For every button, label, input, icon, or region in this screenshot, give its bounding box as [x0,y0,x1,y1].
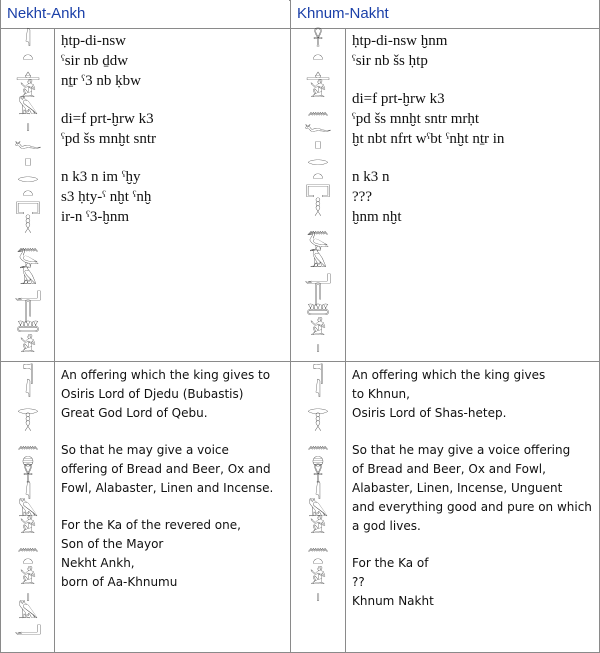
hieroglyph-icon: 𓀀 [309,516,327,538]
hieroglyph-icon: 𓀀 [19,516,37,538]
translation-line: Khnum Nakht [352,594,434,608]
hieroglyph-icon: 𓎛 [24,216,32,238]
hieroglyph-icon: 𓈖 [17,533,39,555]
translation-block [61,366,287,592]
translation-line: and everything good and pure on which [352,500,592,514]
hieroglyph-icon: 𓂝 [14,284,42,306]
hieroglyph-icon: 𓅓 [17,97,39,119]
hieroglyph-icon: 𓆑 [304,114,332,136]
paragraph-gap [352,71,596,89]
hieroglyph-icon: 𓇋 [24,29,32,51]
hieroglyph-column [8,363,48,640]
hieroglyph-icon: 𓏤 [26,114,30,136]
translation-line: For the Ka of the revered one, [61,518,241,532]
translation-line: An offering which the king gives [352,368,546,382]
hieroglyph-icon: 𓇋 [24,380,32,402]
hieroglyph-icon: 𓅭 [16,250,40,272]
hieroglyph-icon: 𓎛 [314,199,322,221]
hieroglyph-icon: 𓈖 [307,431,329,453]
transliteration-line: ??? [352,189,372,205]
hieroglyph-icon: 𓂋 [307,397,329,419]
hieroglyph-icon: 𓊵 [15,63,41,85]
hieroglyph-icon: 𓅓 [17,499,39,521]
hieroglyph-icon: 𓄿 [309,250,327,272]
transliteration-block [352,31,596,227]
hieroglyph-icon: 𓏤 [26,584,30,606]
hieroglyph-icon: 𓈖 [307,97,329,119]
paragraph-gap [352,536,596,554]
hieroglyph-icon: 𓀀 [309,567,327,589]
translation-line: Osiris Lord of Djedu (Bubastis) [61,387,244,401]
hieroglyph-icon: 𓆑 [14,131,42,153]
hieroglyph-icon: 𓅓 [17,601,39,623]
transliteration-line: ḫt nbt nfrt wˁbt ˁnḫt nṯr in [352,131,505,147]
hieroglyph-icon: 𓈖 [17,431,39,453]
hieroglyph-icon: 𓆷 [16,318,40,340]
translation-line: of Bread and Beer, Ox and Fowl, [352,462,546,476]
paragraph-gap [352,423,596,441]
hieroglyph-icon: 𓎛 [24,414,32,436]
hieroglyph-icon: 𓂝 [304,267,332,289]
transliteration-line: ḥtp-di-nsw [61,33,126,49]
translation-line: Fowl, Alabaster, Linen and Incense. [61,481,274,495]
transliteration-line: di=f prt-ḫrw k3 [352,91,445,107]
paragraph-gap [61,149,286,167]
paragraph-gap [61,91,286,109]
transliteration-line: nṯr ˁ3 nb ḳbw [61,73,141,89]
hieroglyph-icon: 𓋴 [314,284,322,306]
translation-line: offering of Bread and Beer, Ox and [61,462,271,476]
hieroglyph-icon: 𓊹 [22,363,34,385]
translation-line: Great God Lord of Qebu. [61,406,208,420]
hieroglyph-icon: 𓊵 [305,63,331,85]
hieroglyph-icon: 𓉐 [15,199,41,221]
column-divider [290,0,291,653]
translation-line: Son of the Mayor [61,537,164,551]
transliteration-line: ˁsir nb ḏdw [61,53,129,69]
hieroglyph-icon: 𓏤 [316,335,320,357]
hieroglyph-icon: 𓂋 [307,148,329,170]
translation-line: a god lives. [352,519,421,533]
hieroglyph-icon: 𓇋 [314,380,322,402]
hieroglyph-icon: 𓂋 [17,397,39,419]
hieroglyph-icon: 𓏏 [22,182,34,204]
translation-line: So that he may give a voice offering [352,443,571,457]
paragraph-gap [352,149,596,167]
hieroglyph-icon: 𓀀 [19,335,37,357]
translation-line: An offering which the king gives to [61,368,271,382]
hieroglyph-icon: 𓐍 [21,448,35,470]
transliteration-block [61,31,286,227]
hieroglyph-icon: 𓋹 [22,465,34,487]
hieroglyph-icon: 𓄿 [19,267,37,289]
transliteration-line: ˁsir nb šs ḥtp [352,53,428,69]
transliteration-line: ḥtp-di-nsw ḫnm [352,33,448,49]
paragraph-gap [61,498,287,516]
transliteration-line: ˁpd šs mnḫt sntr mrḥt [352,111,480,127]
translation-line: Osiris Lord of Shas-hetep. [352,406,507,420]
hieroglyph-icon: 𓎛 [314,414,322,436]
hieroglyph-icon: 𓏏 [312,165,324,187]
transliteration-line: ḫnm nḫt [352,209,402,225]
hieroglyph-icon: 𓂋 [17,165,39,187]
hieroglyph-icon: 𓀀 [309,318,327,340]
translation-line: So that he may give a voice [61,443,229,457]
hieroglyph-icon: 𓀀 [19,567,37,589]
hieroglyph-icon: 𓀀 [309,80,327,102]
hieroglyph-icon: 𓈖 [307,216,329,238]
translation-line: born of Aa-Khnumu [61,575,178,589]
row-divider-left [0,361,290,362]
translation-line: to Khnun, [352,387,410,401]
hieroglyph-icon: 𓅓 [307,499,329,521]
column-header-right: Khnum-Nakht [291,0,599,28]
hieroglyph-icon: 𓆷 [306,301,330,323]
header-divider [0,28,600,29]
transliteration-line: ˁpd šs mnḫt sntr [61,131,156,147]
hieroglyph-icon: 𓉐 [305,182,331,204]
hieroglyph-icon: 𓏏 [22,550,34,572]
glyph-divider-left [54,28,55,653]
translation-line: ?? [352,575,365,589]
translation-line: Nekht Ankh, [61,556,135,570]
transliteration-line: s3 ḥty-ˁ nḫt ˁnḫ [61,189,152,205]
translation-line: For the Ka of [352,556,429,570]
transliteration-line: n k3 n [352,169,390,185]
hieroglyph-icon: 𓇋 [314,482,322,504]
hieroglyph-column [298,29,338,357]
hieroglyph-icon: 𓐍 [311,448,325,470]
hieroglyph-icon: 𓅭 [306,233,330,255]
hieroglyph-icon: 𓋹 [312,29,324,51]
hieroglyph-icon: 𓏏 [312,550,324,572]
hieroglyph-icon: 𓊪 [314,131,322,153]
hieroglyph-icon: 𓊪 [24,148,32,170]
hieroglyph-icon: 𓂝 [14,618,42,640]
translation-line: Alabaster, Linen, Incense, Unguent [352,481,563,495]
hieroglyph-icon: 𓈖 [307,533,329,555]
row-divider-right [290,361,600,362]
hieroglyph-icon: 𓇋 [24,482,32,504]
paragraph-gap [61,423,287,441]
column-header-left: Nekht-Ankh [1,0,289,28]
hieroglyph-column [8,29,48,357]
hieroglyph-icon: 𓏏 [22,46,34,68]
hieroglyph-column [298,363,338,606]
transliteration-line: ir-n ˁ3-ḫnm [61,209,129,225]
translation-block [352,366,596,611]
transliteration-line: n k3 n im ˁḫy [61,169,141,185]
hieroglyph-icon: 𓏤 [316,584,320,606]
glyph-divider-right [345,28,346,653]
hieroglyph-icon: 𓋹 [312,465,324,487]
transliteration-line: di=f prt-ḫrw k3 [61,111,154,127]
hieroglyph-icon: 𓋴 [24,301,32,323]
hieroglyph-icon: 𓊹 [312,363,324,385]
hieroglyph-icon: 𓈖 [17,233,39,255]
hieroglyph-icon: 𓀀 [19,80,37,102]
hieroglyph-icon: 𓏏 [312,46,324,68]
